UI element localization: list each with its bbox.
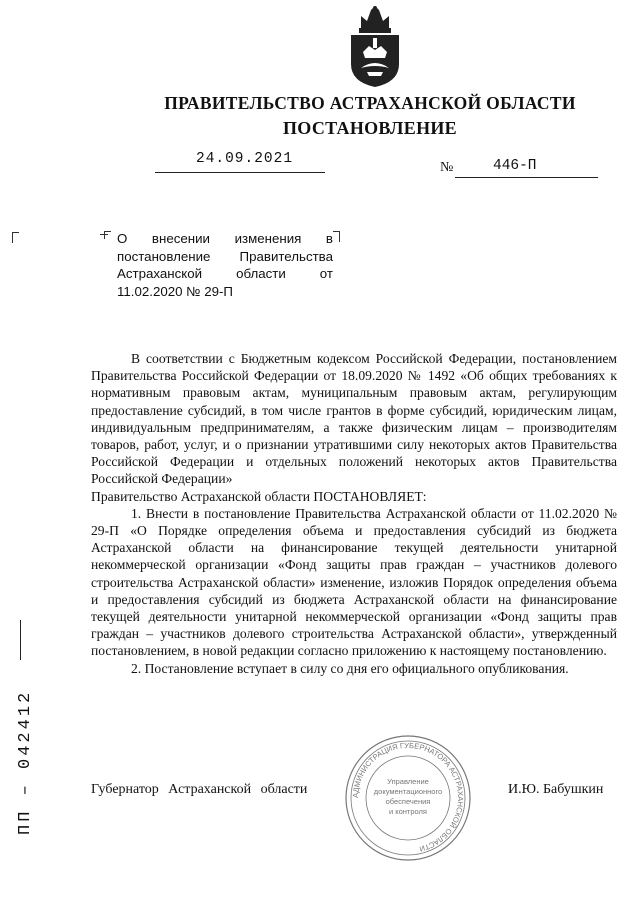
item-1-paragraph: 1. Внести в постановление Правительства Астраханской области от 11.02.2020 № 29-П «О Порядке определения объема и предоставления субсидий из бюджета Астраханской области на финансирование текущей деятельности унитарной некоммерческой организации «Фонд защиты прав граждан – участников долевого строительства Астраханской области» изменение, изложив Порядок определения объема и предоставления субсидий из бюджета Астраханской области на финансирование текущей деятельности унитарной некоммерческой организации «Фонд защиты прав граждан – участников долевого строительства Астраханской области», утвержденный постановлением, в новой редакции согласно приложению к настоящему постановлению. bbox=[91, 505, 617, 659]
signatory-title: Губернатор Астраханской области bbox=[91, 782, 308, 797]
organization-title: ПРАВИТЕЛЬСТВО АСТРАХАНСКОЙ ОБЛАСТИ bbox=[164, 93, 576, 113]
preamble-paragraph: В соответствии с Бюджетным кодексом Российской Федерации, постановлением Правительства Российской Федерации от 18.09.2020 № 1492 «Об общих требованиях к нормативным правовым актам, муниципальным правовым актам, регулирующим предоставление субсидий, в том числе грантов в форме субсидий, юридическим лицам, индивидуальным предпринимателям, а также физическим лицам – производителям товаров, работ, услуг, и о признании утратившими силу некоторых актов Правительства Российской Федерации и отдельных положений некоторых актов Правительства Российской Федерации» bbox=[91, 351, 617, 487]
official-stamp bbox=[344, 734, 472, 862]
subject-corner-left-tick bbox=[100, 234, 108, 236]
stamp-line-3: обеспечения bbox=[385, 797, 431, 806]
document-date: 24.09.2021 bbox=[196, 151, 294, 167]
document-body bbox=[91, 350, 617, 677]
resolves-paragraph: Правительство Астраханской области ПОСТАНОВЛЯЕТ: bbox=[91, 488, 427, 504]
document-subject: О внесении изменения в постановление Правительства Астраханской области от 11.02.2020 № 29-П bbox=[117, 231, 333, 299]
subject-corner-right bbox=[333, 231, 340, 242]
date-underline bbox=[155, 172, 325, 173]
margin-corner-mark bbox=[12, 232, 19, 243]
number-sign: № bbox=[440, 160, 454, 175]
registration-number-mark: ПП – 042412 bbox=[16, 689, 35, 835]
stamp-ring-text: АДМИНИСТРАЦИЯ ГУБЕРНАТОРА АСТРАХАНСКОЙ ОБЛАСТИ bbox=[350, 740, 466, 854]
document-type: ПОСТАНОВЛЕНИЕ bbox=[283, 118, 457, 138]
signatory-name: И.Ю. Бабушкин bbox=[508, 782, 604, 797]
margin-bar bbox=[20, 620, 21, 660]
document-number: 446-П bbox=[493, 158, 537, 174]
stamp-line-2: документационного bbox=[373, 787, 443, 796]
item-2-paragraph: 2. Постановление вступает в силу со дня его официального опубликования. bbox=[131, 660, 569, 676]
coat-of-arms-emblem bbox=[347, 6, 403, 88]
number-underline bbox=[455, 177, 598, 178]
stamp-line-4: и контроля bbox=[388, 807, 428, 816]
stamp-line-1: Управление bbox=[387, 777, 429, 786]
